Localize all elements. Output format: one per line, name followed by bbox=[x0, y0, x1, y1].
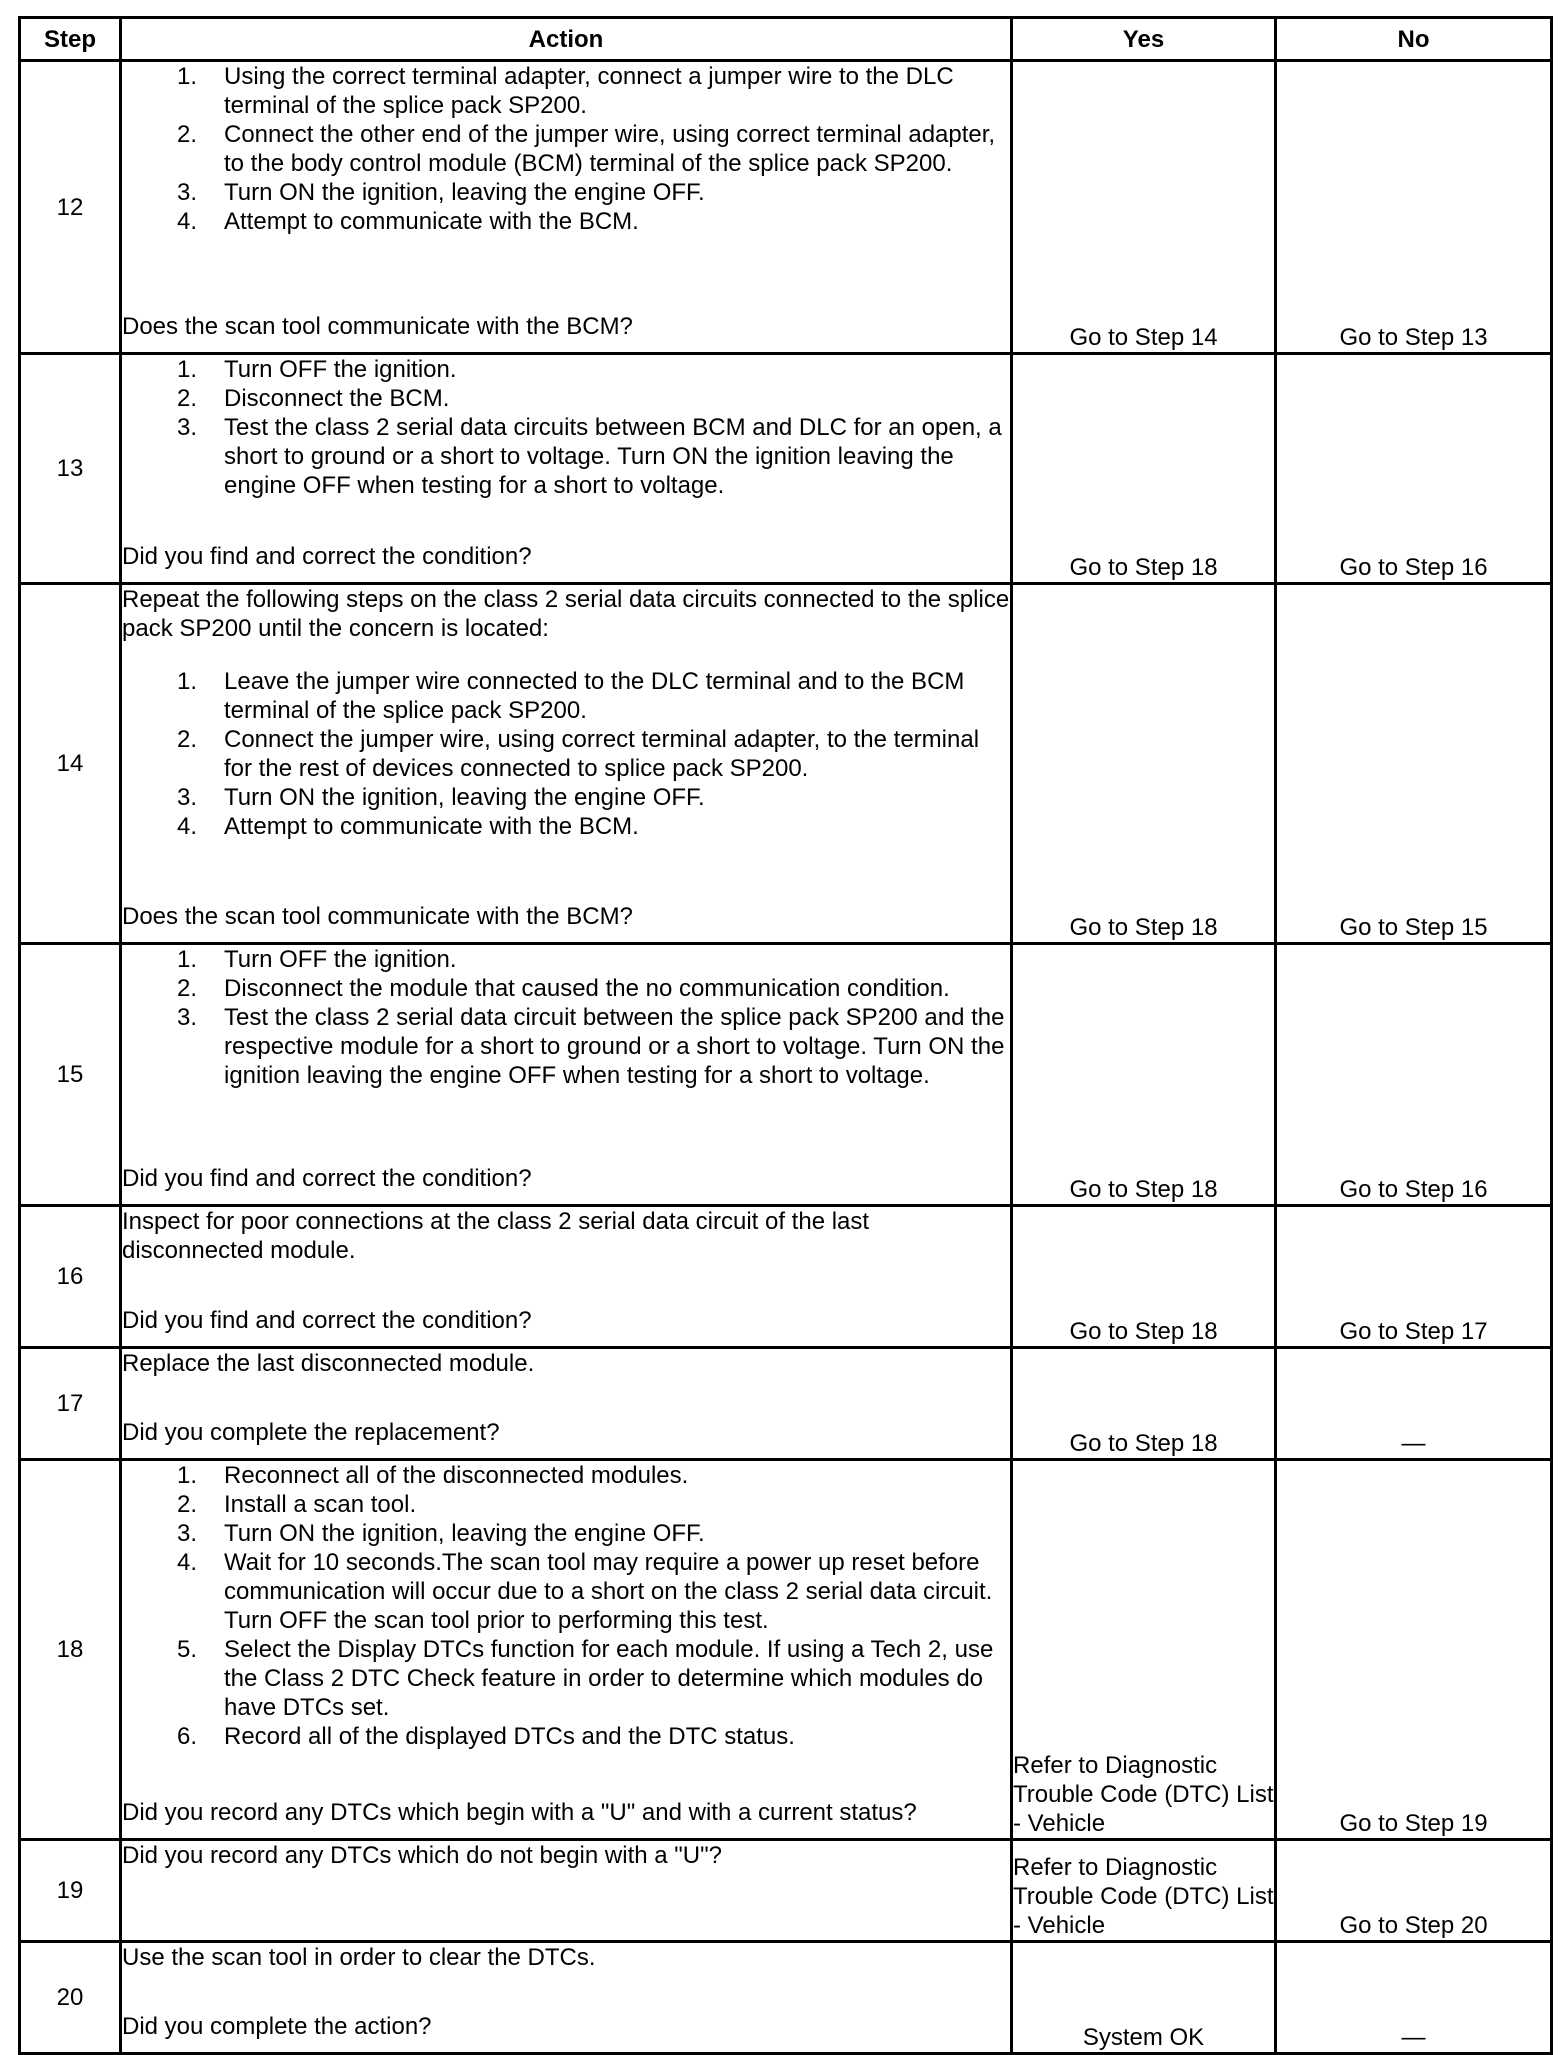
action-content bbox=[122, 355, 1010, 571]
no-result: — bbox=[1276, 1942, 1552, 2054]
action-intro: Replace the last disconnected module. bbox=[122, 1350, 535, 1377]
step-index: 3. bbox=[176, 1520, 197, 1547]
no-result: — bbox=[1276, 1348, 1552, 1460]
action-intro: Inspect for poor connections at the class 2 serial data circuit of the last disconnected module. bbox=[122, 1208, 870, 1264]
step-index: 4. bbox=[176, 813, 197, 840]
step-index: 4. bbox=[176, 1549, 197, 1576]
action-intro: Use the scan tool in order to clear the DTCs. bbox=[122, 1944, 596, 1971]
step-index: 1. bbox=[176, 356, 197, 383]
yes-result: Go to Step 18 bbox=[1012, 354, 1276, 584]
action-question: Did you complete the replacement? bbox=[122, 1419, 500, 1446]
step-number: 16 bbox=[20, 1206, 121, 1348]
action-steps-list bbox=[122, 667, 1010, 841]
step-text: Turn ON the ignition, leaving the engine OFF. bbox=[224, 179, 705, 206]
step-index: 1. bbox=[176, 946, 197, 973]
yes-result: Go to Step 18 bbox=[1012, 584, 1276, 944]
diagnostic-table bbox=[18, 16, 1553, 2055]
action-spacer bbox=[122, 1972, 1010, 2012]
action-step bbox=[122, 178, 1010, 207]
yes-result: Go to Step 18 bbox=[1012, 1206, 1276, 1348]
action-question: Did you find and correct the condition? bbox=[122, 543, 532, 570]
step-text: Connect the jumper wire, using correct terminal adapter, to the terminal for the rest of devices connected to splice pack SP200. bbox=[224, 726, 980, 782]
action-step bbox=[122, 1635, 1010, 1722]
table-body bbox=[20, 61, 1552, 2054]
action-content bbox=[122, 1349, 1010, 1447]
no-result: Go to Step 19 bbox=[1276, 1460, 1552, 1840]
action-content bbox=[122, 62, 1010, 341]
step-number: 18 bbox=[20, 1460, 121, 1840]
yes-result: System OK bbox=[1012, 1942, 1276, 2054]
table-row bbox=[20, 584, 1552, 944]
step-text: Attempt to communicate with the BCM. bbox=[224, 813, 639, 840]
no-result: Go to Step 16 bbox=[1276, 354, 1552, 584]
action-step bbox=[122, 355, 1010, 384]
action-cell bbox=[121, 61, 1012, 354]
action-spacer bbox=[122, 1751, 1010, 1798]
action-spacer bbox=[122, 1265, 1010, 1306]
step-index: 3. bbox=[176, 414, 197, 441]
action-question: Does the scan tool communicate with the BCM? bbox=[122, 903, 633, 930]
action-step bbox=[122, 812, 1010, 841]
action-step bbox=[122, 120, 1010, 178]
step-index: 4. bbox=[176, 208, 197, 235]
step-index: 3. bbox=[176, 1004, 197, 1031]
step-index: 3. bbox=[176, 179, 197, 206]
step-text: Turn ON the ignition, leaving the engine OFF. bbox=[224, 1520, 705, 1547]
step-index: 2. bbox=[176, 121, 197, 148]
action-cell bbox=[121, 1840, 1012, 1942]
action-question: Does the scan tool communicate with the BCM? bbox=[122, 313, 633, 340]
header-action: Action bbox=[121, 18, 1012, 61]
action-question: Did you complete the action? bbox=[122, 2013, 432, 2040]
action-step bbox=[122, 667, 1010, 725]
step-text: Turn OFF the ignition. bbox=[224, 946, 457, 973]
action-step bbox=[122, 384, 1010, 413]
action-step bbox=[122, 945, 1010, 974]
step-text: Turn OFF the ignition. bbox=[224, 356, 457, 383]
action-step bbox=[122, 1548, 1010, 1635]
step-number: 15 bbox=[20, 944, 121, 1206]
step-number: 13 bbox=[20, 354, 121, 584]
no-result: Go to Step 15 bbox=[1276, 584, 1552, 944]
step-number: 14 bbox=[20, 584, 121, 944]
yes-result: Refer to Diagnostic Trouble Code (DTC) List - Vehicle bbox=[1012, 1840, 1276, 1942]
action-steps-list bbox=[122, 945, 1010, 1090]
step-index: 2. bbox=[176, 975, 197, 1002]
action-content bbox=[122, 945, 1010, 1193]
step-text: Turn ON the ignition, leaving the engine OFF. bbox=[224, 784, 705, 811]
step-text: Test the class 2 serial data circuit between the splice pack SP200 and the respective module for a short to ground or a short to voltage. Turn ON the ignition leaving the engine OFF when testing for a short to voltage. bbox=[224, 1004, 1005, 1089]
action-intro: Repeat the following steps on the class 2 serial data circuits connected to the splice pack SP200 until the concern is located: bbox=[122, 586, 1010, 642]
action-step bbox=[122, 1003, 1010, 1090]
header-yes: Yes bbox=[1012, 18, 1276, 61]
step-index: 5. bbox=[176, 1636, 197, 1663]
action-question: Did you find and correct the condition? bbox=[122, 1307, 532, 1334]
action-question: Did you find and correct the condition? bbox=[122, 1165, 532, 1192]
action-content bbox=[122, 1943, 1010, 2041]
action-content bbox=[122, 1841, 1010, 1929]
action-content bbox=[122, 1207, 1010, 1335]
step-index: 3. bbox=[176, 784, 197, 811]
step-text: Record all of the displayed DTCs and the DTC status. bbox=[224, 1723, 795, 1750]
action-cell bbox=[121, 1942, 1012, 2054]
no-result: Go to Step 17 bbox=[1276, 1206, 1552, 1348]
action-step bbox=[122, 1722, 1010, 1751]
step-text: Wait for 10 seconds.The scan tool may require a power up reset before communication will occur due to a short on the class 2 serial data circuit. Turn OFF the scan tool prior to performing this test. bbox=[224, 1549, 993, 1634]
action-spacer bbox=[122, 500, 1010, 542]
intro-gap bbox=[122, 643, 1010, 667]
action-cell bbox=[121, 944, 1012, 1206]
step-number: 17 bbox=[20, 1348, 121, 1460]
step-index: 2. bbox=[176, 1491, 197, 1518]
step-index: 2. bbox=[176, 726, 197, 753]
action-steps-list bbox=[122, 1461, 1010, 1751]
action-content bbox=[122, 585, 1010, 931]
action-question: Did you record any DTCs which begin with a "U" and with a current status? bbox=[122, 1799, 917, 1826]
action-spacer bbox=[122, 1870, 1010, 1929]
action-step bbox=[122, 725, 1010, 783]
action-intro: Did you record any DTCs which do not begin with a "U"? bbox=[122, 1842, 722, 1869]
yes-result: Go to Step 14 bbox=[1012, 61, 1276, 354]
step-text: Using the correct terminal adapter, connect a jumper wire to the DLC terminal of the splice pack SP200. bbox=[224, 63, 954, 119]
step-index: 1. bbox=[176, 1462, 197, 1489]
header-row bbox=[20, 18, 1552, 61]
action-cell bbox=[121, 354, 1012, 584]
step-index: 2. bbox=[176, 385, 197, 412]
action-steps-list bbox=[122, 62, 1010, 236]
table-row bbox=[20, 1460, 1552, 1840]
step-number: 19 bbox=[20, 1840, 121, 1942]
table-row bbox=[20, 1348, 1552, 1460]
action-step bbox=[122, 207, 1010, 236]
action-cell bbox=[121, 1206, 1012, 1348]
action-spacer bbox=[122, 236, 1010, 312]
yes-result: Go to Step 18 bbox=[1012, 1348, 1276, 1460]
step-text: Install a scan tool. bbox=[224, 1491, 417, 1518]
action-cell bbox=[121, 1348, 1012, 1460]
table-row bbox=[20, 1840, 1552, 1942]
step-index: 1. bbox=[176, 63, 197, 90]
step-text: Test the class 2 serial data circuits between BCM and DLC for an open, a short to ground or a short to voltage. Turn ON the ignition leaving the engine OFF when testing for a short to voltage. bbox=[224, 414, 1002, 499]
table-row bbox=[20, 944, 1552, 1206]
action-content bbox=[122, 1461, 1010, 1827]
action-step bbox=[122, 1519, 1010, 1548]
action-step bbox=[122, 62, 1010, 120]
action-spacer bbox=[122, 841, 1010, 902]
table-row bbox=[20, 1206, 1552, 1348]
action-cell bbox=[121, 584, 1012, 944]
action-step bbox=[122, 1490, 1010, 1519]
action-step bbox=[122, 974, 1010, 1003]
step-text: Connect the other end of the jumper wire, using correct terminal adapter, to the body control module (BCM) terminal of the splice pack SP200. bbox=[224, 121, 996, 177]
step-index: 6. bbox=[176, 1723, 197, 1750]
table-row bbox=[20, 1942, 1552, 2054]
step-text: Disconnect the module that caused the no communication condition. bbox=[224, 975, 950, 1002]
step-text: Disconnect the BCM. bbox=[224, 385, 450, 412]
header-step: Step bbox=[20, 18, 121, 61]
step-number: 12 bbox=[20, 61, 121, 354]
table-row bbox=[20, 61, 1552, 354]
yes-result: Go to Step 18 bbox=[1012, 944, 1276, 1206]
yes-result: Refer to Diagnostic Trouble Code (DTC) List - Vehicle bbox=[1012, 1460, 1276, 1840]
step-index: 1. bbox=[176, 668, 197, 695]
step-text: Select the Display DTCs function for each module. If using a Tech 2, use the Class 2 DTC Check feature in order to determine which modules do have DTCs set. bbox=[224, 1636, 994, 1721]
step-text: Reconnect all of the disconnected modules. bbox=[224, 1462, 689, 1489]
action-step bbox=[122, 413, 1010, 500]
action-spacer bbox=[122, 1090, 1010, 1164]
action-steps-list bbox=[122, 355, 1010, 500]
action-step bbox=[122, 783, 1010, 812]
action-step bbox=[122, 1461, 1010, 1490]
step-text: Attempt to communicate with the BCM. bbox=[224, 208, 639, 235]
action-spacer bbox=[122, 1378, 1010, 1418]
step-text: Leave the jumper wire connected to the DLC terminal and to the BCM terminal of the splice pack SP200. bbox=[224, 668, 965, 724]
table-row bbox=[20, 354, 1552, 584]
step-number: 20 bbox=[20, 1942, 121, 2054]
no-result: Go to Step 20 bbox=[1276, 1840, 1552, 1942]
no-result: Go to Step 16 bbox=[1276, 944, 1552, 1206]
no-result: Go to Step 13 bbox=[1276, 61, 1552, 354]
header-no: No bbox=[1276, 18, 1552, 61]
action-cell bbox=[121, 1460, 1012, 1840]
